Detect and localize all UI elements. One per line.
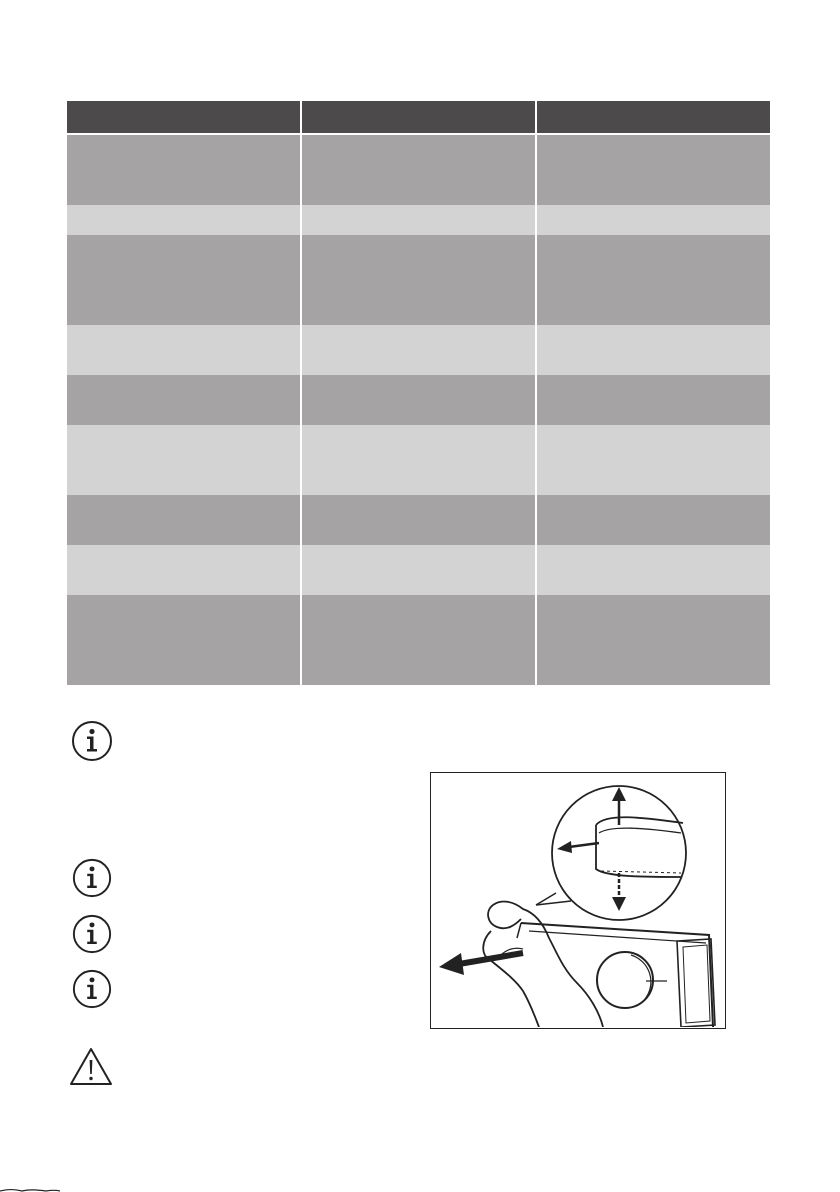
- table-cell: [302, 325, 535, 375]
- table-cell: [537, 425, 770, 495]
- warning-icon: [68, 1046, 114, 1088]
- illustration-remove-drawer: [430, 772, 726, 1029]
- table-cell: [537, 235, 770, 325]
- info-icon: [70, 719, 114, 763]
- table-cell: [302, 235, 535, 325]
- info-icon: [71, 857, 113, 899]
- table-cell: [67, 325, 300, 375]
- table-cell: [67, 205, 300, 235]
- table-cell: [537, 205, 770, 235]
- table-cell: [67, 375, 300, 425]
- table-cell: [537, 495, 770, 545]
- table-cell: [67, 495, 300, 545]
- table-cell: [302, 425, 535, 495]
- table-cell: [302, 205, 535, 235]
- table-cell: [302, 375, 535, 425]
- table-header-cell: [302, 101, 535, 133]
- table-cell: [67, 235, 300, 325]
- table-cell: [537, 135, 770, 205]
- table-cell: [537, 325, 770, 375]
- table-cell: [302, 595, 535, 685]
- table-header-cell: [67, 101, 300, 133]
- scan-artifact: [0, 1188, 60, 1192]
- info-icon: [71, 913, 113, 955]
- table-cell: [537, 375, 770, 425]
- table-cell: [67, 545, 300, 595]
- table-cell: [302, 135, 535, 205]
- table-cell: [67, 595, 300, 685]
- table-cell: [67, 425, 300, 495]
- table-cell: [537, 595, 770, 685]
- data-table: [67, 101, 770, 685]
- table-cell: [302, 495, 535, 545]
- table-cell: [302, 545, 535, 595]
- table-header-cell: [537, 101, 770, 133]
- table-cell: [537, 545, 770, 595]
- table-cell: [67, 135, 300, 205]
- info-icon: [71, 968, 113, 1010]
